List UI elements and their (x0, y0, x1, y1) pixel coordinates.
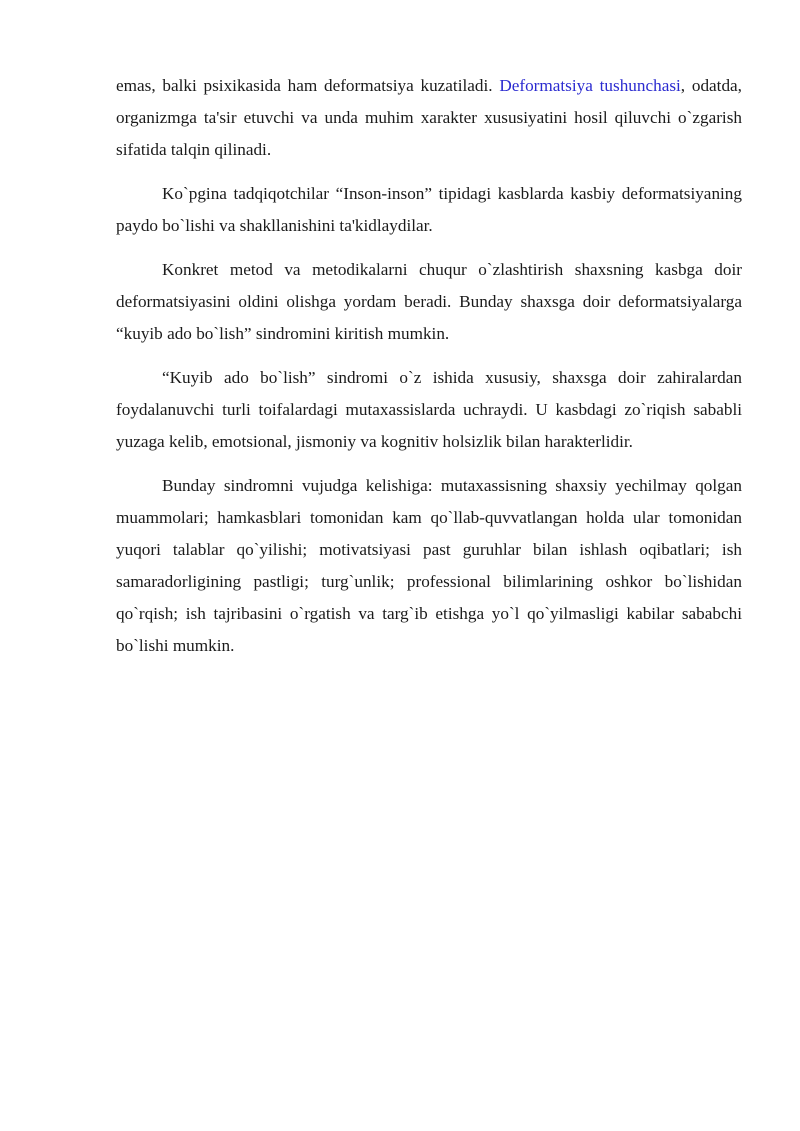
paragraph-3: Konkret metod va metodikalarni chuqur o`zlashtirish shaxsning kasbga doir deformatsiyasini oldini olishga yordam beradi. Bunday shaxsga doir deformatsiyalarga “kuyib ado bo`lish” sindromini kiritish mumkin. (116, 260, 742, 343)
paragraph-1-text-start: emas, balki psixikasida ham deformatsiya kuzatiladi. (116, 76, 500, 95)
paragraph-2: Ko`pgina tadqiqotchilar “Inson-inson” tipidagi kasblarda kasbiy deformatsiyaning paydo bo`lishi va shakllanishini ta'kidlaydilar. (116, 184, 742, 235)
paragraph-1 (116, 70, 742, 166)
document-body (116, 70, 742, 674)
paragraph-1-text-end: , odatda, organizmga ta'sir etuvchi va unda muhim xarakter xususiyatini hosil qiluvchi o`zgarish sifatida talqin qilinadi. (116, 76, 742, 159)
deformatsiya-link[interactable]: Deformatsiya tushunchasi (499, 76, 681, 95)
paragraph-4: “Kuyib ado bo`lish” sindromi o`z ishida xususiy, shaxsga doir zahiralardan foydalanuvchi turli toifalardagi mutaxassislarda uchraydi. U kasbdagi zo`riqish sababli yuzaga kelib, emotsional, jismoniy va kognitiv holsizlik bilan harakterlidir. (116, 368, 742, 451)
paragraph-5: Bunday sindromni vujudga kelishiga: mutaxassisning shaxsiy yechilmay qolgan muammolari; hamkasblari tomonidan kam qo`llab-quvvatlangan holda ular tomonidan yuqori talablar qo`yilishi; motivatsiyasi past guruhlar bilan ishlash oqibatlari; ish samaradorligining pastligi; turg`unlik; professional bilimlarining oshkor bo`lishidan qo`rqish; ish tajribasini o`rgatish va targ`ib etishga yo`l qo`yilmasligi kabilar sababchi bo`lishi mumkin. (116, 476, 742, 655)
